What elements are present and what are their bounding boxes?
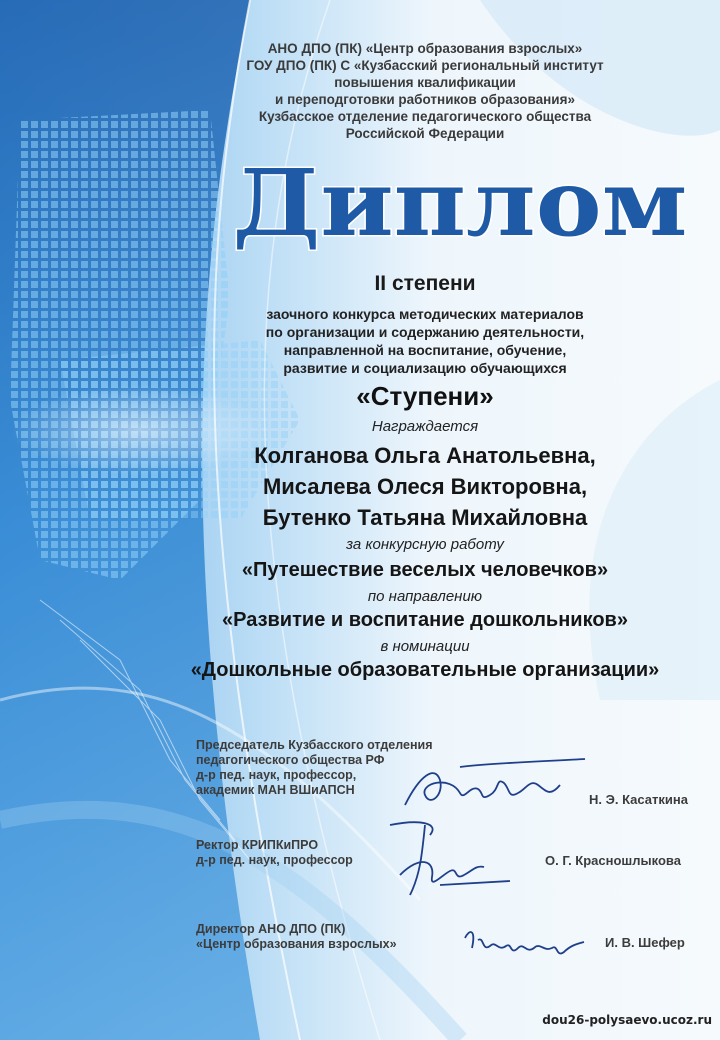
website-footer: dou26-polysaevo.ucoz.ru: [542, 1013, 712, 1027]
signature-1: [400, 755, 590, 815]
signatory-2-name: О. Г. Красношлыкова: [545, 853, 681, 868]
signature-2: [390, 822, 510, 895]
awardee-name: Бутенко Татьяна Михайловна: [262, 505, 588, 530]
nomination: «Дошкольные образовательные организации»: [190, 659, 660, 681]
signatory-1-title: [196, 738, 433, 798]
contest-line: заочного конкурса методических материалов: [266, 306, 584, 322]
contest-line: развитие и социализацию обучающихся: [283, 360, 567, 376]
awardee-name: Мисалева Олеся Викторовна,: [262, 474, 588, 499]
signatory-line: академик МАН ВШиАПСН: [196, 783, 355, 797]
signatory-line: д-р пед. наук, профессор: [196, 853, 353, 867]
signature-3: [460, 918, 590, 968]
signatory-3-name: И. В. Шефер: [605, 935, 685, 950]
direction-label: по направлению: [367, 588, 483, 605]
contest-line: направленной на воспитание, обучение,: [283, 342, 567, 358]
signatory-line: д-р пед. наук, профессор,: [196, 768, 357, 782]
signatory-1-name: Н. Э. Касаткина: [589, 792, 688, 807]
organization-line: АНО ДПО (ПК) «Центр образования взрослых»: [267, 41, 583, 56]
organization-line: Российской Федерации: [345, 126, 505, 141]
organization-line: и переподготовки работников образования»: [275, 92, 575, 107]
organization-line: ГОУ ДПО (ПК) С «Кузбасский региональный институт: [246, 58, 604, 73]
signatory-2-title: [196, 838, 353, 868]
contest-name: «Ступени»: [356, 381, 494, 411]
signatory-line: педагогического общества РФ: [196, 753, 385, 767]
contest-description: [130, 305, 720, 377]
diploma-title: [225, 150, 695, 260]
signatory-line: Председатель Кузбасского отделения: [196, 738, 433, 752]
signatory-line: «Центр образования взрослых»: [196, 937, 397, 951]
work-title: «Путешествие веселых человечков»: [241, 559, 609, 581]
organization-line: Кузбасское отделение педагогического общества: [258, 109, 592, 124]
organization-line: повышения квалификации: [334, 75, 516, 90]
degree: II степени: [374, 272, 476, 295]
signatory-3-title: [196, 922, 397, 952]
direction: «Развитие и воспитание дошкольников»: [222, 609, 628, 631]
awarded-label: Награждается: [371, 418, 479, 435]
diploma-title-text: Диплом: [232, 150, 688, 257]
signatory-line: Директор АНО ДПО (ПК): [196, 922, 346, 936]
work-label: за конкурсную работу: [346, 536, 504, 553]
awardees: [130, 440, 720, 533]
awardee-name: Колганова Ольга Анатольевна,: [254, 443, 596, 468]
signatory-line: Ректор КРИПКиПРО: [196, 838, 319, 852]
contest-line: по организации и содержанию деятельности,: [265, 324, 585, 340]
organizations-block: [130, 40, 720, 142]
nomination-label: в номинации: [380, 638, 470, 655]
